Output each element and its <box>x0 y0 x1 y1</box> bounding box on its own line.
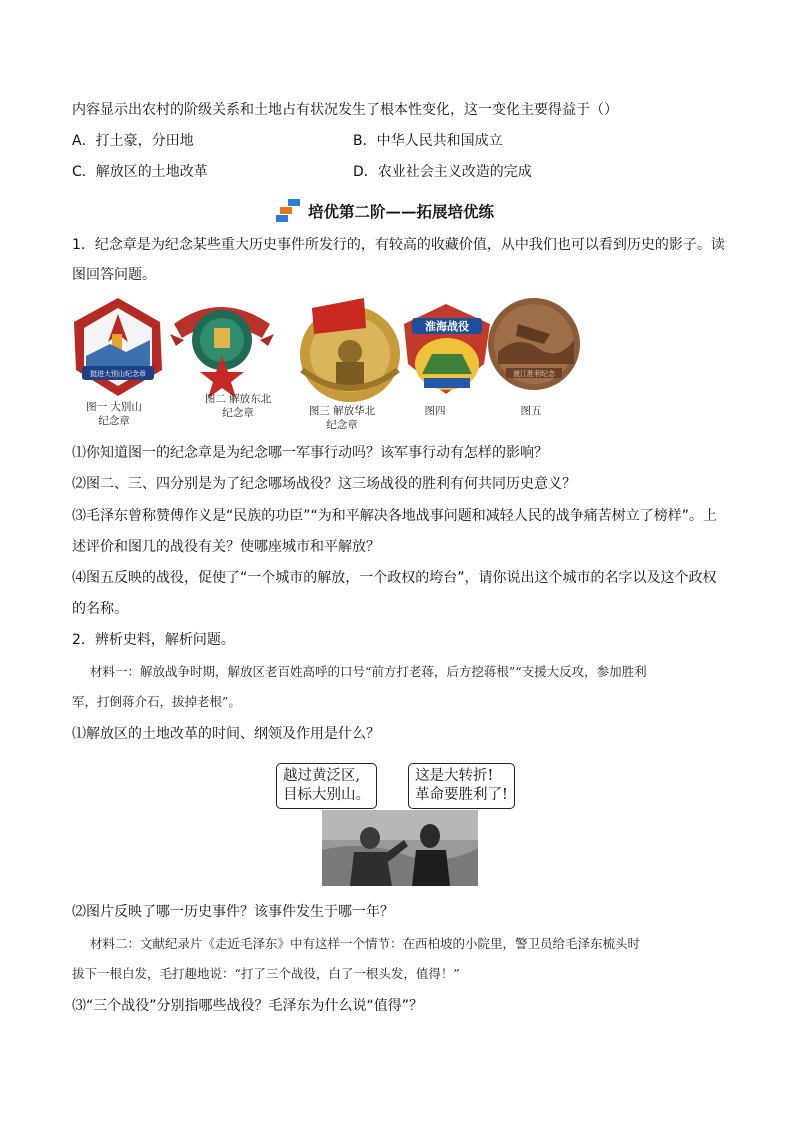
q1-sub3-line1: ⑶毛泽东曾称赞傅作义是“民族的功臣”“为和平解决各地战事问题和减轻人民的战争痛苦树立了榜样”。上 <box>72 508 718 524</box>
q2-material2-line2: 拔下一根白发，毛打趣地说：“打了三个战役，白了一根头发，值得！” <box>72 966 460 981</box>
medal-1-caption: 图一 大别山 纪念章 <box>86 401 142 427</box>
option-c[interactable]: C．解放区的土地改革 <box>72 164 208 180</box>
q1-stem-line1: 1．纪念章是为纪念某些重大历史事件所发行的，有较高的收藏价值，从中我们也可以看到历史的影子。读 <box>72 237 725 253</box>
q1-stem-line2: 图回答问题。 <box>72 267 156 283</box>
q1-sub1: ⑴你知道图一的纪念章是为纪念哪一军事行动吗？该军事行动有怎样的影响？ <box>72 445 548 461</box>
medal-2-caption: 图二 解放东北 纪念章 <box>204 393 272 419</box>
medal-4-image <box>404 304 490 394</box>
medal-1-image <box>74 298 162 396</box>
medal-2-image <box>170 307 274 398</box>
section-marker-icon <box>276 199 302 223</box>
medal-3-image <box>300 298 400 402</box>
q2-material1-line1: 材料一：解放战争时期，解放区老百姓高呼的口号“前方打老蒋，后方挖蒋根”“支援大反攻，参加胜利 <box>90 664 647 679</box>
q1-sub4-line2: 的名称。 <box>72 601 128 617</box>
speech-bubble-right: 这是大转折! 革命要胜利了! <box>408 763 515 809</box>
q2-stem: 2．辨析史料，解析问题。 <box>72 632 235 648</box>
option-d[interactable]: D．农业社会主义改造的完成 <box>353 164 532 180</box>
medal-5-inscription: 渡江胜利纪念 <box>513 370 555 378</box>
q2-material1-line2: 军，打倒蒋介石，拔掉老根”。 <box>72 694 241 709</box>
section-title: 培优第二阶——拓展培优练 <box>308 202 495 221</box>
q2-sub2: ⑵图片反映了哪一历史事件？该事件发生于哪一年？ <box>72 904 394 920</box>
question-text: 内容显示出农村的阶级关系和土地占有状况发生了根本性变化，这一变化主要得益于（） <box>72 102 618 118</box>
medal-4-inscription: 淮海战役 <box>425 320 469 333</box>
q1-sub2: ⑵图二、三、四分别是为了纪念哪场战役？这三场战役的胜利有何共同历史意义？ <box>72 476 576 492</box>
q2-sub1: ⑴解放区的土地改革的时间、纲领及作用是什么？ <box>72 726 380 742</box>
q1-sub4-line1: ⑷图五反映的战役，促使了“一个城市的解放，一个政权的垮台”，请你说出这个城市的名字以及这个政权 <box>72 570 717 586</box>
medal-3-caption: 图三 解放华北 纪念章 <box>308 405 376 431</box>
option-a[interactable]: A．打土豪，分田地 <box>72 133 194 149</box>
medal-images <box>70 294 590 404</box>
medal-5-image <box>488 298 580 390</box>
q1-sub3-line2: 述评价和图几的战役有关？使哪座城市和平解放？ <box>72 539 380 555</box>
medal-1-inscription: 挺进大别山纪念章 <box>90 370 146 378</box>
q2-sub3: ⑶“三个战役”分别指哪些战役？毛泽东为什么说“值得”？ <box>72 998 424 1014</box>
speech-bubble-left: 越过黄泛区, 目标大别山。 <box>276 763 377 809</box>
q2-material2-line1: 材料二：文献纪录片《走近毛泽东》中有这样一个情节：在西柏坡的小院里，警卫员给毛泽东梳头时 <box>90 936 641 951</box>
medal-4-caption: 图四 <box>424 405 446 417</box>
medal-5-caption: 图五 <box>520 405 542 417</box>
option-b[interactable]: B．中华人民共和国成立 <box>353 133 503 149</box>
historical-photo <box>322 810 478 886</box>
section-heading <box>276 198 494 224</box>
